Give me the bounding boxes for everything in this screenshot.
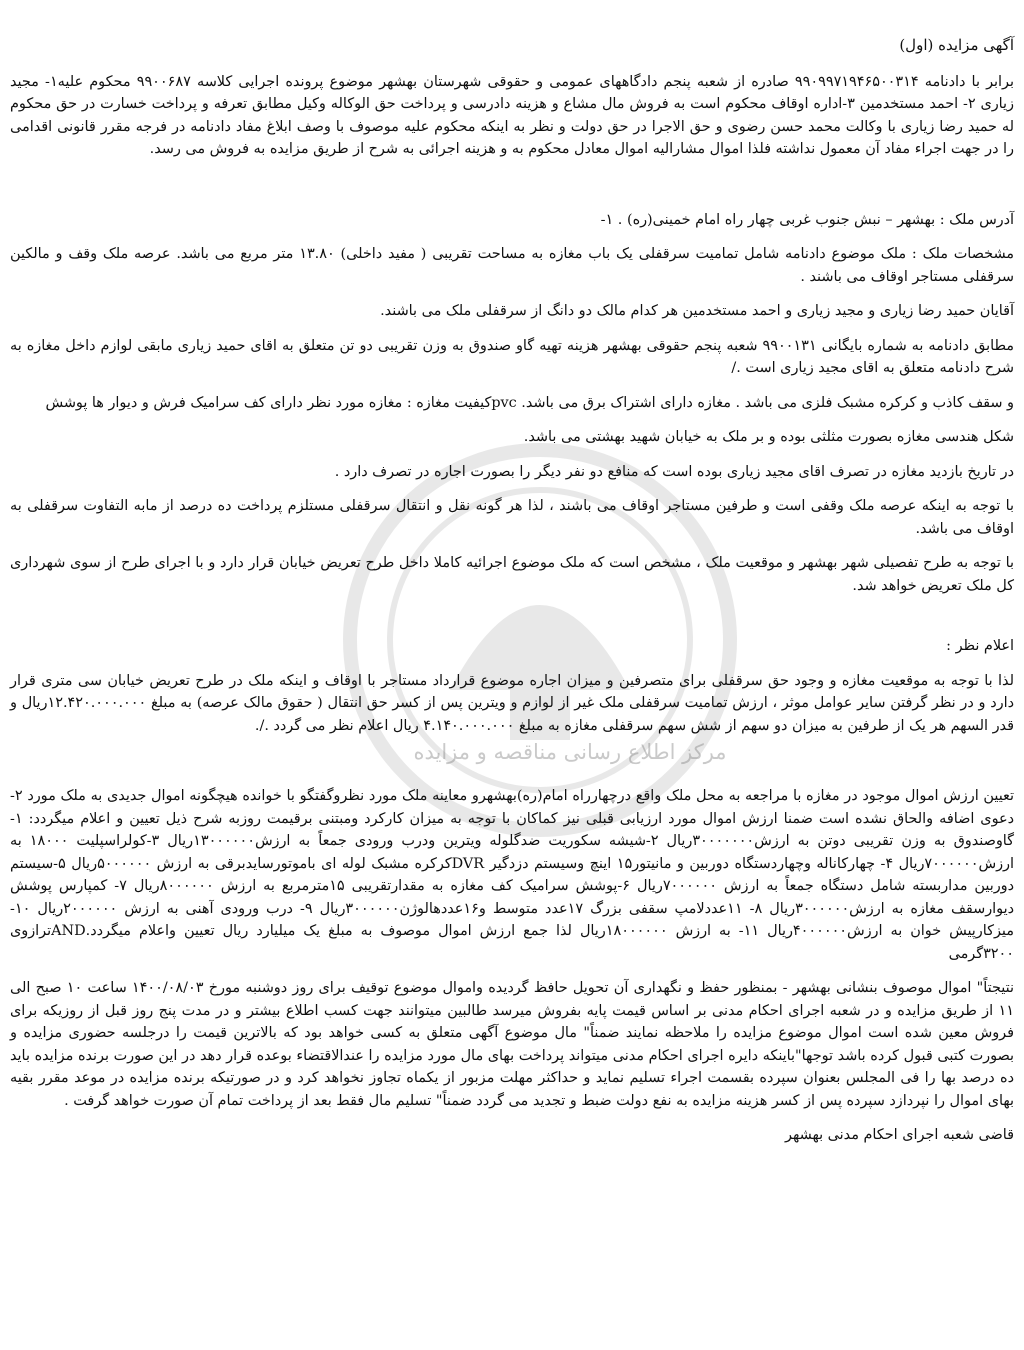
assets-paragraph: تعیین ارزش اموال موجود در مغازه با مراجعه به محل ملک واقع درچهارراه امام(ره)بهشهرو معاینه ملک مورد نظروگفتگو با خوانده هیچگونه اموال جدیدی به ملک مورد ۲- دعوی اضافه والحاق نشده است ضمنا ارزش اموال مورد ارزیابی قبلی نیز کماکان با توجه به میزان کارکرد ومبتنی برقیمت روزبه شرح ذیل تعیین و اعلام میگردد: ۱- گاوصندوق به وزن تقریبی دوتن به ارزش۳۰۰۰۰۰۰۰ریال ۲-شیشه سکوریت ضدگلوله ویترین ودرب ورودی جمعاً به ارزش۱۳۰۰۰۰۰۰ریال ۳-کولراسپلیت ۱۸۰۰۰ به ارزش۷۰۰۰۰۰۰ریال ۴- چهارکاناله وچهاردستگاه دوربین و مانیتور۱۵ اینچ وسیستم دزدگیر DVRکرکره مشبک لوله ای باموتورسایدبرقی به ارزش ۵۰۰۰۰۰۰ریال ۵-سیستم دوربین مداربسته شامل دستگاه جمعاً به ارزش ۷۰۰۰۰۰۰ریال ۶-پوشش سرامیک کف مغازه به مقدارتقریبی ۱۵مترمربع به ارزش ۸۰۰۰۰۰۰ریال ۷- کمپارس پوشش دیوارسقف مغازه به ارزش۳۰۰۰۰۰۰ریال ۸- ۱۱عددلامپ سقفی بزرگ ۱۷عدد متوسط و۱۶عددهالوژن۳۰۰۰۰۰۰ریال ۹- درب ورودی آهنی به ارزش ۲۰۰۰۰۰۰ریال ۱۰-میزکارپیش خوان به ارزش۴۰۰۰۰۰۰ریال ۱۱- به ارزش ۱۸۰۰۰۰۰۰ریال لذا جمع ارزش اموال موصوف به مبلغ یک میلیارد ریال تعیین واعلام میگردد.ANDترازوی ۳۲۰۰گرمی [10, 788, 1015, 962]
intro-paragraph: برابر با دادنامه ۹۹۰۹۹۷۱۹۴۶۵۰۰۳۱۴ صادره از شعبه پنجم دادگاههای عمومی و حقوقی شهرستان بهشهر موضوع پرونده اجرایی کلاسه ۹۹۰۰۶۸۷ محکوم علیه۱- مجید زیاری ۲- احمد مستخدمین ۳-اداره اوقاف محکوم است به فروش مال مشاع و هزینه دادرسی و پرداخت حق الوکاله وکیل مطابق تعرفه و پرداخت خسارت در حق محکوم له حمید رضا زیاری با وکالت محمد حسن رضوی و حق الاجرا در حق دولت و نظر به اینکه محکوم علیه موصوف با وصف ابلاغ مفاد دادنامه در فرجه مقرر قانونی اقدامی را در جهت اجراء مفاد آن معمول نداشته فلذا اموال مشارالیه اموال معادل محکوم به و هزینه اجرائی به شرح از طریق مزایده به فروش می رسد. [10, 73, 1015, 157]
watermark-caption: مرکز اطلاع رسانی مناقصه و مزایده [413, 740, 727, 764]
opinion-paragraph: لذا با توجه به موقعیت مغازه و وجود حق سرقفلی برای متصرفین و میزان اجاره موضوع قرارداد مستاجر با اوقاف و اینکه ملک در طرح تعریض خیابان سی متری قرار دارد و در نظر گرفتن سایر عوامل موثر ، ارزش تمامیت سرقفلی ملک غیر از لوازم و ویترین پس از کسر حق انتقال ( حقوق مالک عرصه) به مبلغ ۱۲.۴۲۰.۰۰۰.۰۰۰ریال و قدر السهم هر یک از طرفین به میزان دو سهم از شش سهم سرقفلی مغازه به مبلغ ۴.۱۴۰.۰۰۰.۰۰۰ ریال اعلام نظر می گردد ./. [10, 672, 1014, 734]
endowment-paragraph: با توجه به اینکه عرصه ملک وقفی است و طرفین مستاجر اوقاف می باشند ، لذا هر گونه نقل و انتقال سرقفلی مستلزم پرداخت ده درصد از مابه التفاوت سرقفلی به اوقاف می باشد. [10, 498, 1014, 537]
plan-paragraph: با توجه به طرح تفصیلی شهر بهشهر و موقعیت ملک ، مشخص است که ملک موضوع اجرائیه کاملا داخل طرح تعریض خیابان قرار دارد و با اجرای طرح از سوی شهرداری کل ملک تعریض خواهد شد. [10, 555, 1014, 594]
address-paragraph: آدرس ملک : بهشهر – نبش جنوب غربی چهار راه امام خمینی(ره) . ۱- [600, 211, 1014, 228]
visit-paragraph: در تاریخ بازدید مغازه در تصرف اقای مجید زیاری بوده است که منافع دو نفر دیگر را بصورت اجاره در تصرف دارد . [334, 463, 1014, 480]
owners-paragraph: آقایان حمید رضا زیاری و مجید زیاری و احمد مستخدمین هر کدام مالک دو دانگ از سرقفلی ملک می باشند. [380, 303, 1014, 319]
notice-body [10, 34, 1014, 1147]
opinion-heading: اعلام نظر : [946, 638, 1014, 654]
shape-paragraph: شکل هندسی مغازه بصورت مثلثی بوده و بر ملک به خیابان شهید بهشتی می باشد. [523, 429, 1014, 445]
signature-line: قاضی شعبه اجرای احکام مدنی بهشهر [785, 1127, 1014, 1143]
notice-title: آگهی مزایده (اول) [899, 36, 1014, 54]
conclusion-paragraph: نتیجتاً" اموال موصوف بنشانی بهشهر - بمنظور حفظ و نگهداری آن تحویل حافظ گردیده واموال موضوع توقیف برای روز دوشنبه مورخ ۱۴۰۰/۰۸/۰۳ ساعت ۱۰ صبح الی ۱۱ از طریق مزایده و در شعبه اجرای احکام مدنی بر اساس قیمت پایه بفروش میرسد طالبین میتوانند جهت کسب اطلاع بیشتر و در مدت پنج روز قبل از روزیکه برای فروش معین شده است اموال موضوع مزایده را ملاحظه نمایند ضمناً" مال موضوع آگهی متعلق به کسی خواهد بود که بالاترین قیمت را درجلسه حضوری مزایده و بصورت کتبی قبول کرده باشد توجها"باینکه دایره اجرای احکام مدنی میتواند پرداخت بهای مال مورد مزایده را عندالاقتضاء بوعده قرار دهد در این صورت برنده مزایده باید ده درصد بها را فی المجلس بعنوان سپرده بقسمت اجراء تسلیم نماید و حداکثر مهلت مزبور از یکماه تجاوز نخواهد کرد و در صورتیکه برنده مزایده در موعد مقرر بقیه بهای اموال را نپردازد سپرده پس از کسر هزینه مزایده به نفع دولت ضبط و تجدید می گردد ضمناً" تسلیم مال فقط بعد از پرداخت تمام آن صورت خواهد گرفت . [10, 980, 1014, 1109]
quality-paragraph: و سقف کاذب و کرکره مشبک فلزی می باشد . مغازه دارای اشتراک برق می باشد. pvcکیفیت مغازه : مغازه مورد نظر دارای کف سرامیک فرش و دیوار ها پوشش [45, 394, 1014, 411]
archive-paragraph: مطابق دادنامه به شماره بایگانی ۹۹۰۰۱۳۱ شعبه پنجم حقوقی بهشهر هزینه تهیه گاو صندوق به وزن تقریبی دو تن متعلق به اقای حمید زیاری مابقی لوازم داخل مغازه به شرح دادنامه متعلق به اقای مجید زیاری است ./ [10, 337, 1014, 376]
specs-paragraph: مشخصات ملک : ملک موضوع دادنامه شامل تمامیت سرقفلی یک باب مغازه به مساحت تقریبی ( مفید داخلی) ۱۳.۸۰ متر مربع می باشد. عرصه ملک وقف و مالکین سرقفلی مستاجر اوقاف می باشند . [10, 246, 1014, 285]
